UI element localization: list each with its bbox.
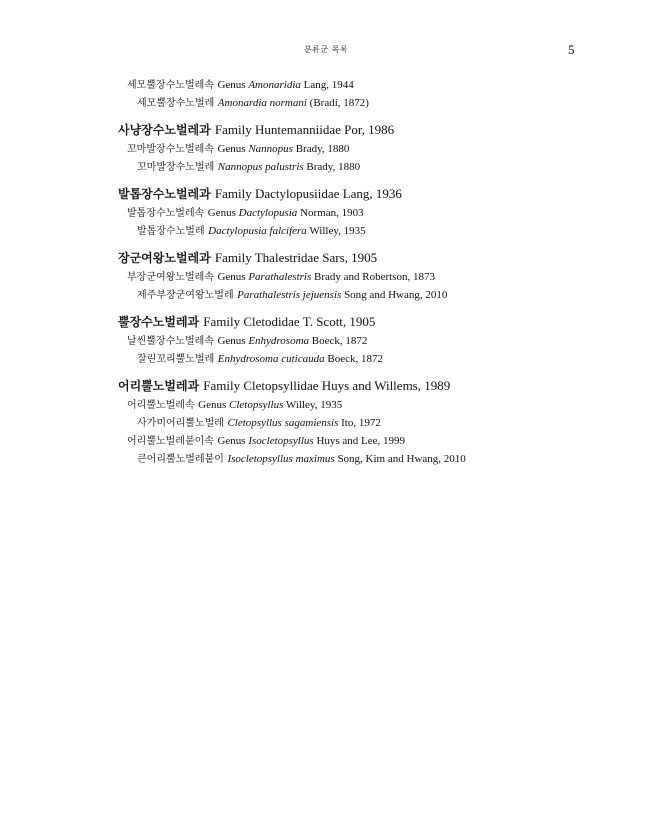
scientific-name: Genus Dactylopusia Norman, 1903 (207, 207, 364, 219)
korean-name: 부장군여왕노벌레속 (127, 272, 214, 283)
taxon-genus-entry (0, 268, 652, 286)
taxon-list (0, 76, 652, 468)
korean-name: 발톱장수노벌레 (137, 226, 205, 237)
taxon-genus-entry (0, 396, 652, 414)
taxon-genus-entry (0, 332, 652, 350)
scientific-name: Family Dactylopusiidae Lang, 1936 (214, 186, 402, 201)
korean-name: 큰어리뿔노벌레붙이 (137, 454, 224, 465)
taxon-species-entry (0, 158, 652, 176)
korean-name: 뿔장수노벌레과 (118, 315, 200, 329)
taxon-species-entry (0, 286, 652, 304)
taxon-family-entry (0, 248, 652, 268)
taxon-family-entry (0, 312, 652, 332)
korean-name: 발톱장수노벌레과 (118, 187, 211, 201)
scientific-name: Family Huntemanniidae Por, 1986 (214, 122, 395, 137)
scientific-name: Genus Enhydrosoma Boeck, 1872 (217, 335, 368, 347)
taxon-genus-entry (0, 204, 652, 222)
scientific-name: Parathalestris jejuensis Song and Hwang, 2010 (237, 289, 448, 301)
taxon-genus-entry (0, 76, 652, 94)
running-header: 분류군 목록 (303, 45, 349, 54)
scientific-name: Enhydrosoma cuticauda Boeck, 1872 (217, 353, 383, 365)
page-number: 5 (568, 42, 575, 57)
korean-name: 사냥장수노벌레과 (118, 123, 211, 137)
taxon-genus-entry (0, 432, 652, 450)
taxon-species-entry (0, 222, 652, 240)
korean-name: 세모뿔장수노벌레속 (127, 80, 214, 91)
taxon-species-entry (0, 450, 652, 468)
scientific-name: Genus Nannopus Brady, 1880 (217, 143, 350, 155)
korean-name: 날씬뿔장수노벌레속 (127, 336, 214, 347)
taxon-family-entry (0, 120, 652, 140)
korean-name: 장군여왕노벌레과 (118, 251, 211, 265)
scientific-name: Family Cletodidae T. Scott, 1905 (203, 314, 376, 329)
korean-name: 어리뿔노벌레속 (127, 400, 195, 411)
korean-name: 발톱장수노벌레속 (127, 208, 205, 219)
scientific-name: Dactylopusia falcifera Willey, 1935 (208, 225, 366, 237)
scientific-name: Genus Amonaridia Lang, 1944 (217, 79, 354, 91)
scientific-name: Amonardia normani (Bradi, 1872) (217, 97, 369, 109)
taxon-family-entry (0, 376, 652, 396)
korean-name: 어리뿔노벌레붙이속 (127, 436, 214, 447)
korean-name: 꼬마발장수노벌레속 (127, 144, 214, 155)
taxon-species-entry (0, 350, 652, 368)
scientific-name: Genus Cletopsyllus Willey, 1935 (198, 399, 343, 411)
taxon-family-entry (0, 184, 652, 204)
korean-name: 세모뿔장수노벌레 (137, 98, 215, 109)
korean-name: 제주부장군여왕노벌레 (137, 290, 234, 301)
korean-name: 잘린꼬리뿔노벌레 (137, 354, 215, 365)
scientific-name: Isocletopsyllus maximus Song, Kim and Hwang, 2010 (227, 453, 466, 465)
scientific-name: Genus Isocletopsyllus Huys and Lee, 1999 (217, 435, 406, 447)
korean-name: 어리뿔노벌레과 (118, 379, 200, 393)
taxon-genus-entry (0, 140, 652, 158)
scientific-name: Family Cletopsyllidae Huys and Willems, 1989 (203, 378, 451, 393)
korean-name: 꼬마발장수노벌레 (137, 162, 215, 173)
scientific-name: Nannopus palustris Brady, 1880 (217, 161, 361, 173)
taxon-species-entry (0, 94, 652, 112)
scientific-name: Genus Parathalestris Brady and Robertson, 1873 (217, 271, 435, 283)
scientific-name: Cletopsyllus sagamiensis Ito, 1972 (227, 417, 381, 429)
taxon-species-entry (0, 414, 652, 432)
korean-name: 사가미어리뿔노벌레 (137, 418, 224, 429)
scientific-name: Family Thalestridae Sars, 1905 (214, 250, 378, 265)
